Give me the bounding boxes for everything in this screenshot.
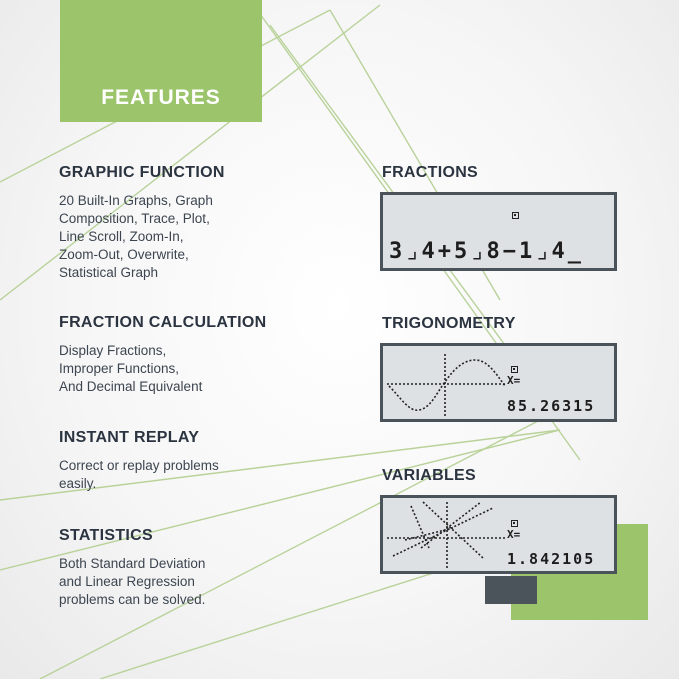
feature-fraction-calculation	[59, 314, 319, 396]
trigonometry-display	[380, 343, 617, 422]
feature-statistics	[59, 527, 319, 609]
x-label: X=	[507, 374, 521, 387]
display-indicator-icon	[511, 520, 518, 527]
variables-title: VARIABLES	[382, 467, 476, 484]
fractions-display	[380, 192, 617, 271]
feature-description: 20 Built-In Graphs, Graph Composition, Trace, Plot, Line Scroll, Zoom-In, Zoom-Out, Overwrite, Statistical Graph	[59, 193, 213, 280]
features-banner	[60, 0, 262, 122]
feature-description: Correct or replay problems easily.	[59, 458, 219, 491]
banner-title: FEATURES	[101, 86, 221, 109]
feature-description: Both Standard Deviation and Linear Regression problems can be solved.	[59, 556, 206, 607]
display-indicator-icon	[512, 212, 519, 219]
feature-title: GRAPHIC FUNCTION	[59, 164, 225, 181]
variables-display	[380, 495, 617, 574]
x-value: 85.26315	[507, 397, 596, 415]
x-label: X=	[507, 528, 521, 541]
display-tab	[485, 576, 537, 604]
display-indicator-icon	[511, 366, 518, 373]
feature-title: INSTANT REPLAY	[59, 429, 200, 446]
x-value: 1.842105	[507, 550, 596, 568]
feature-graphic-function	[59, 164, 319, 282]
fraction-expression: 3⌟4+5⌟8−1⌟4_	[389, 239, 584, 264]
feature-title: STATISTICS	[59, 527, 153, 544]
feature-description: Display Fractions, Improper Functions, And Decimal Equivalent	[59, 343, 203, 394]
trigonometry-title: TRIGONOMETRY	[382, 315, 516, 332]
feature-title: FRACTION CALCULATION	[59, 314, 267, 331]
fractions-title: FRACTIONS	[382, 164, 479, 181]
feature-instant-replay	[59, 429, 319, 493]
